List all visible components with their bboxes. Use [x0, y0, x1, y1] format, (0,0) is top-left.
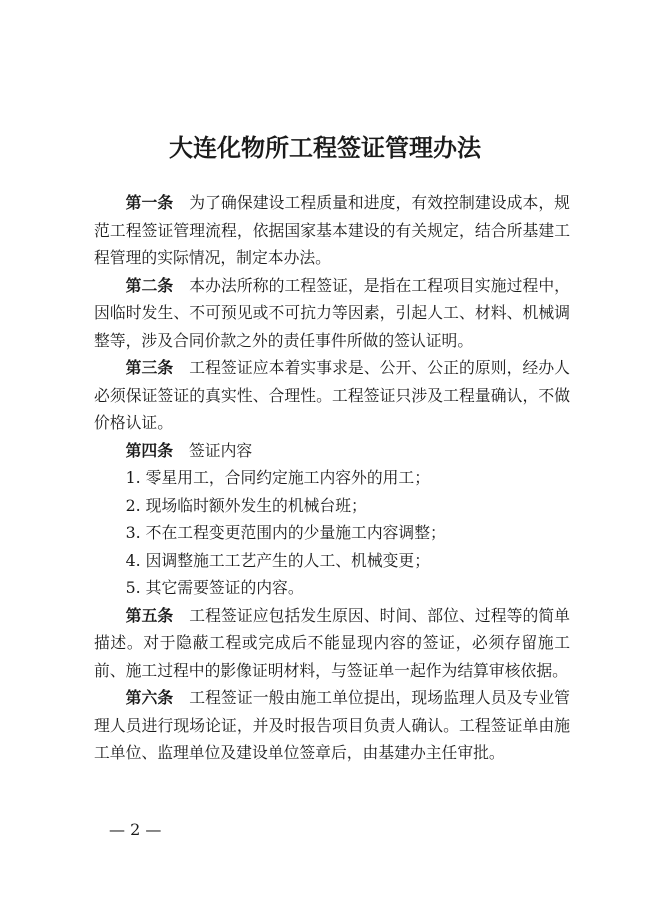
- article-1: [94, 189, 570, 272]
- article-3: [94, 354, 570, 437]
- article-6: [94, 684, 570, 767]
- article-5: [94, 602, 570, 685]
- article-4-label: 第四条: [125, 440, 173, 460]
- article-3-text: 工程签证应本着实事求是、公开、公正的原则，经办人必须保证签证的真实性、合理性。工程签证只涉及工程量确认，不做价格认证。: [94, 358, 570, 432]
- article-4: [94, 437, 570, 465]
- article-2: [94, 272, 570, 355]
- document-title: 大连化物所工程签证管理办法: [169, 133, 481, 162]
- article-2-label: 第二条: [125, 275, 174, 295]
- article-6-text: 工程签证一般由施工单位提出，现场监理人员及专业管理人员进行现场论证，并及时报告项目负责人确认。工程签证单由施工单位、监理单位及建设单位签章后，由基建办主任审批。: [94, 688, 570, 762]
- list-item: 5. 其它需要签证的内容。: [125, 578, 304, 597]
- page-number: — 2 —: [109, 820, 162, 839]
- article-1-text: 为了确保建设工程质量和进度，有效控制建设成本，规范工程签证管理流程，依据国家基本建设的有关规定，结合所基建工程管理的实际情况，制定本办法。: [94, 193, 570, 267]
- list-item: 1. 零星用工，合同约定施工内容外的用工；: [125, 468, 431, 487]
- article-5-label: 第五条: [125, 605, 174, 625]
- list-item: 3. 不在工程变更范围内的少量施工内容调整；: [125, 523, 446, 542]
- list-item: 2. 现场临时额外发生的机械台班；: [125, 495, 367, 515]
- article-3-label: 第三条: [125, 358, 174, 377]
- article-4-text: 签证内容: [189, 440, 253, 460]
- article-2-text: 本办法所称的工程签证，是指在工程项目实施过程中，因临时发生、不可预见或不可抗力等因素，引起人工、材料、机械调整等，涉及合同价款之外的责任事件所做的签认证明。: [94, 275, 570, 350]
- article-6-label: 第六条: [125, 688, 174, 707]
- document-body: [94, 189, 570, 767]
- article-1-label: 第一条: [125, 193, 174, 212]
- list-item: 4. 因调整施工工艺产生的人工、机械变更；: [125, 550, 431, 570]
- article-5-text: 工程签证应包括发生原因、时间、部位、过程等的简单描述。对于隐蔽工程或完成后不能显现内容的签证，必须存留施工前、施工过程中的影像证明材料，与签证单一起作为结算审核依据。: [94, 605, 570, 680]
